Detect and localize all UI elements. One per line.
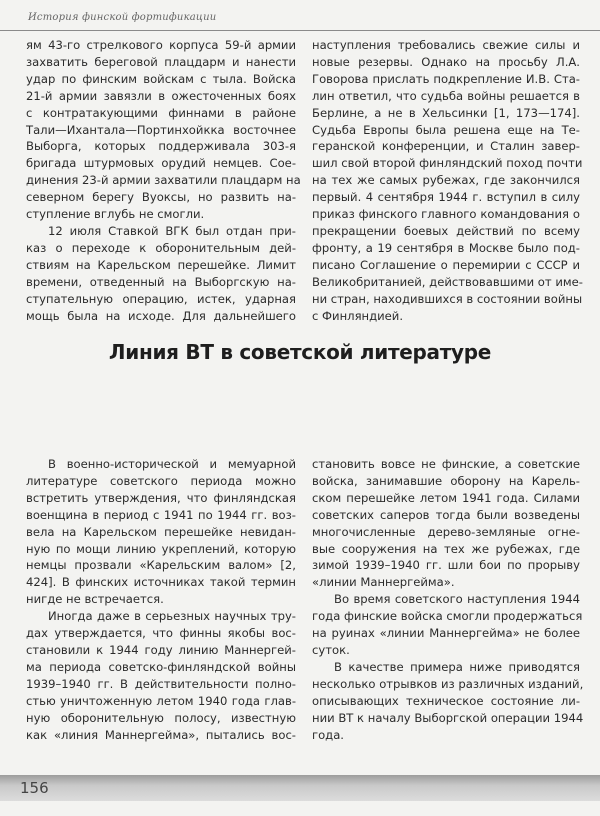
text-line: ную оборонительную полосу, известную [26,710,296,725]
text-line: становили к 1944 году линию Маннергей- [26,642,296,657]
text-line: описывающих техническое состояние ли- [312,693,580,708]
text-line: прекращении боевых действий по всему [312,223,580,238]
text-line: 424]. В финских источниках такой термин [26,575,296,590]
text-line: ям 43-го стрелкового корпуса 59-й армии [26,38,296,52]
text-line: вела на Карельском перешейке невидан- [26,524,296,539]
text-line: несколько отрывков из различных изданий, [312,676,584,691]
text-line: Иногда даже в серьезных научных тру- [48,609,296,624]
text-line: с контратакующими финнами в районе [26,105,296,120]
text-line: северном берегу Вуоксы, но развить на- [26,190,296,205]
text-line: времени, отведенный на Выборгскую на- [26,274,296,289]
text-line: года финские войска смогли продержаться [312,609,583,624]
text-line: геранской конференции, и Сталин завер- [312,139,580,154]
section-heading: Линия ВТ в советской литературе [108,340,492,364]
text-line: как «линия Маннергейма», пытались вос- [26,727,296,742]
text-line: стью уничтоженную летом 1940 года глав- [26,693,296,708]
text-line: суток. [312,642,350,657]
text-line: Тали—Ихантала—Портинхойкка восточнее [26,122,296,137]
text-line: немцы прозвали «Карельским валом» [2, [26,558,296,573]
text-line: года. [312,727,344,742]
text-line: литературе советского периода можно [26,473,296,488]
text-line: встретить утверждения, что финляндская [26,490,296,505]
text-line: приказ финского главного командования о [312,207,580,222]
paragraph [26,608,296,743]
header-rule [0,30,600,31]
text-line: захватить береговой плацдарм и нанести [26,54,296,69]
text-line: зимой 1939–1940 гг. шли бои по прорыву [312,558,580,573]
text-line: Судьба Европы была решена еще на Те- [312,122,580,137]
section1-left-column [26,37,301,324]
paragraph [312,37,583,324]
running-header: История финской фортификации [28,12,217,23]
section2-right-column [312,456,584,743]
text-line: Во время советского наступления 1944 [334,592,580,607]
text-line: Говорова прислать подкрепление И.В. Ста- [312,71,580,86]
text-line: динения 23-й армии захватили плацдарм на [26,173,301,188]
footer-bar [0,775,600,801]
text-line: ступление вглубь не смогли. [26,207,205,222]
text-line: В военно-исторической и мемуарной [48,457,296,471]
text-line: 12 июля Ставкой ВГК был отдан при- [48,223,296,238]
text-line: наступления требовались свежие силы и [312,38,580,52]
text-line: войска, занимавшие оборону на Карель- [312,473,580,488]
paragraph [26,223,296,324]
text-line: Берлине, а не в Хельсинки [1, 173—174]. [312,105,580,120]
text-line: дах утверждается, что финны якобы вос- [26,626,296,641]
text-line: новые резервы. Однако на просьбу Л.А. [312,54,580,69]
text-line: В качестве примера ниже приводятся [334,659,580,674]
text-line: удар по финским войскам с тыла. Войска [26,71,296,86]
text-line: ную по мощи линию укреплений, которую [26,541,296,556]
text-line: 21-й армии завязли в ожесточенных боях [26,88,296,103]
section1-right-column [312,37,583,324]
text-line: 1939–1940 гг. В действительности полно- [26,676,296,691]
text-line: становить вовсе не финские, а советские [312,457,580,471]
text-line: первый. 4 сентября 1944 г. вступил в силу [312,190,580,205]
text-line: военщина в период с 1941 по 1944 гг. воз- [26,507,296,522]
text-line: писано Соглашение о перемирии с СССР и [312,257,580,272]
text-line: каз о переходе к оборонительным дей- [26,240,296,255]
text-line: вые сооружения на тех же рубежах, где [312,541,580,556]
text-line: ствиям на Карельском перешейке. Лимит [26,257,296,272]
paragraph [26,456,296,608]
paragraph [312,591,583,659]
text-line: шил свой второй финляндский поход почти [312,156,583,171]
paragraph [26,37,301,223]
text-line: с Финляндией. [312,308,404,323]
text-line: на руинах «линии Маннергейма» не более [312,626,580,641]
text-line: мощь была на исходе. Для дальнейшего [26,308,296,323]
page-number: 156 [20,779,49,797]
text-line: советских саперов тогда были возведены [312,507,580,522]
text-line: ском перешейке летом 1941 года. Силами [312,490,580,505]
text-line: ма периода советско-финляндской войны [26,659,296,674]
text-line: нигде не встречается. [26,592,164,607]
text-line: нии ВТ к началу Выборгской операции 1944 [312,710,584,725]
text-line: «линии Маннергейма». [312,575,455,590]
paragraph [312,659,584,744]
text-line: фронту, а 19 сентября в Москве было под- [312,240,580,255]
text-line: Великобританией, действовавшими от име- [312,274,583,289]
text-line: Выборга, которых поддерживала 303-я [26,139,296,154]
text-line: бригада штурмовых орудий немцев. Сое- [26,156,296,171]
text-line: на тех же самых рубежах, где закончился [312,173,580,188]
text-line: ступательную операцию, истек, ударная [26,291,296,306]
section2-left-column [26,456,296,743]
text-line: лин ответил, что судьба войны решается в [312,88,580,103]
text-line: многочисленные дерево-земляные огне- [312,524,580,539]
paragraph [312,456,580,591]
text-line: ни стран, находившихся в состоянии войны [312,291,583,306]
